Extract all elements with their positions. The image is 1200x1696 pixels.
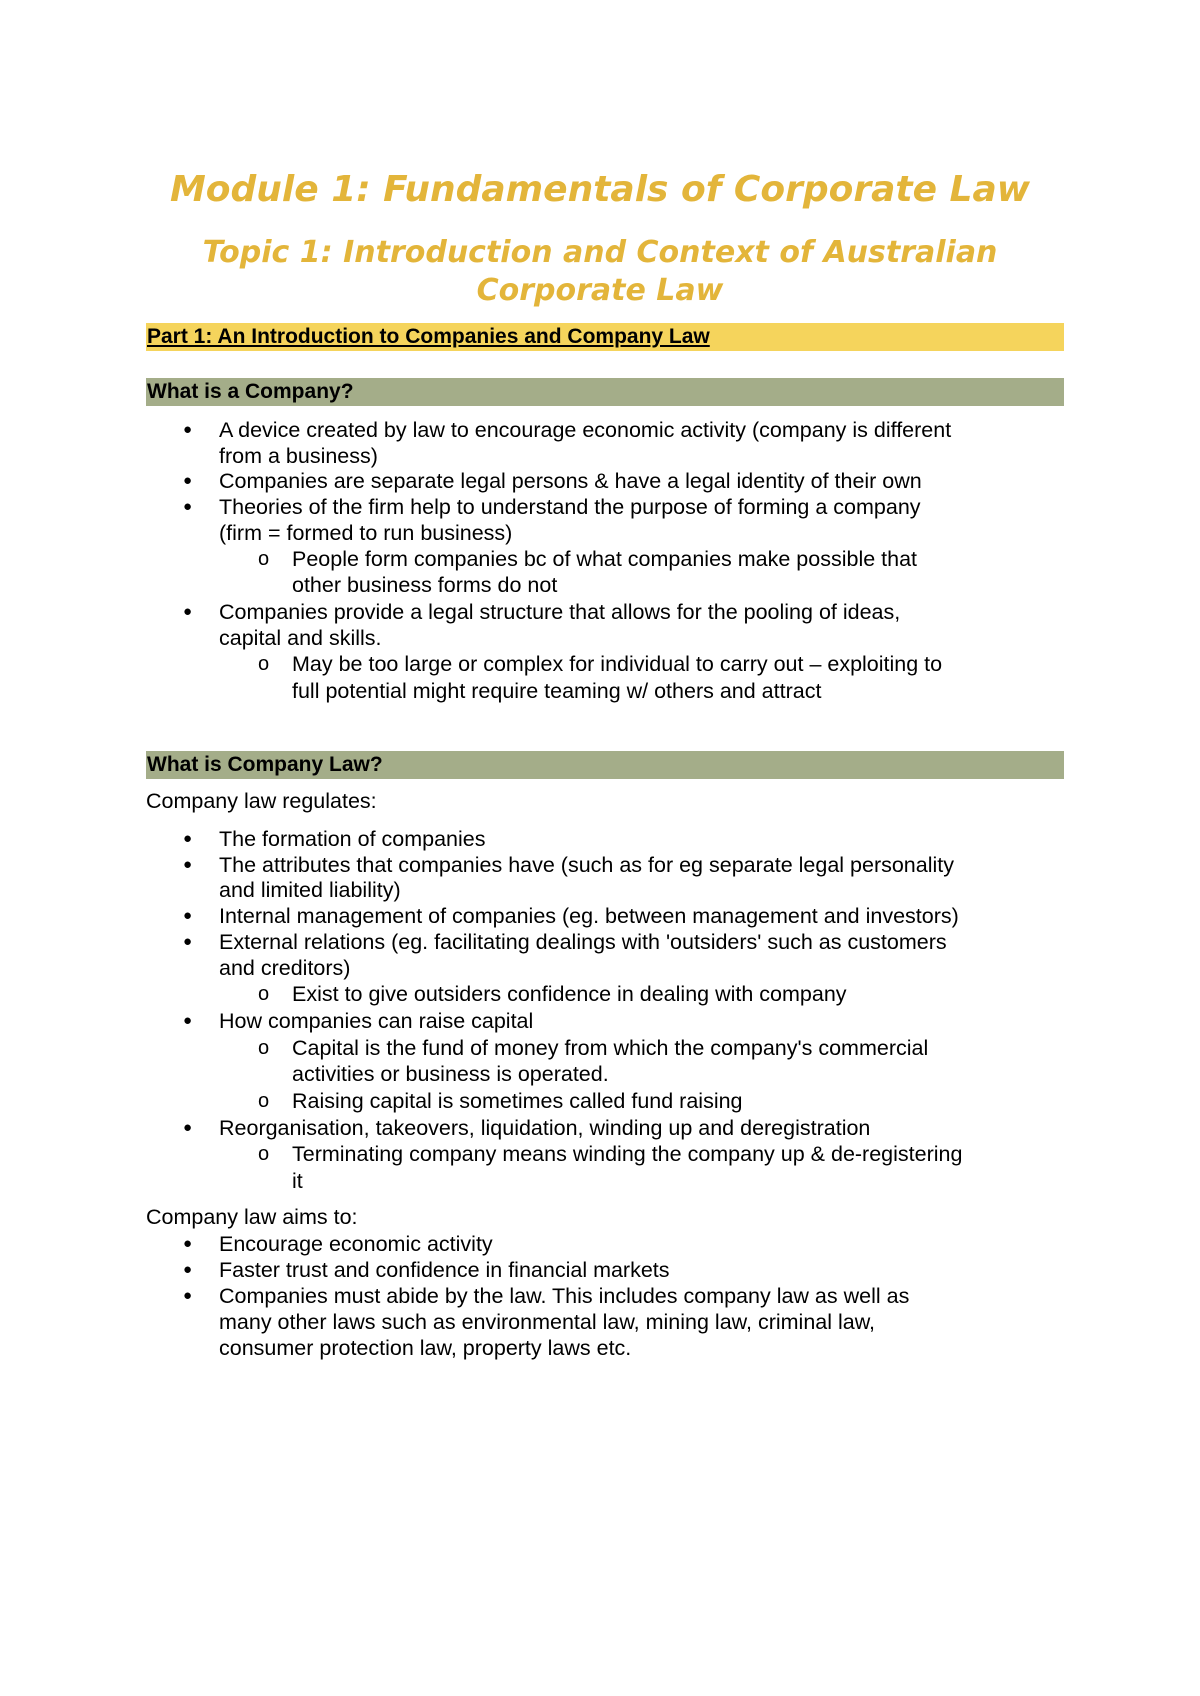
bullet-icon: ● (183, 1287, 193, 1304)
sub-bullet-icon: o (258, 983, 270, 1005)
sub-list-item: Terminating company means winding the company up & de-registering (292, 1142, 963, 1166)
bullet-icon: ● (183, 907, 193, 924)
list-item: How companies can raise capital (219, 1009, 534, 1033)
list-item: Companies provide a legal structure that allows for the pooling of ideas, (219, 600, 901, 624)
list-item-continuation: and creditors) (219, 956, 351, 980)
list-item: Theories of the firm help to understand the purpose of forming a company (219, 495, 921, 519)
sub-list-item: Raising capital is sometimes called fund raising (292, 1089, 743, 1113)
sub-list-item-continuation: it (292, 1169, 303, 1193)
list-item: Faster trust and confidence in financial markets (219, 1258, 670, 1282)
list-item: The formation of companies (219, 827, 486, 851)
section-heading-company-law: What is Company Law? (146, 751, 1064, 779)
list-item: Encourage economic activity (219, 1232, 493, 1256)
list-item: Companies must abide by the law. This includes company law as well as (219, 1284, 910, 1308)
bullet-icon: ● (183, 1119, 193, 1136)
section-heading-company: What is a Company? (146, 378, 1064, 406)
sub-bullet-icon: o (258, 1090, 270, 1112)
bullet-icon: ● (183, 830, 193, 847)
list-item: External relations (eg. facilitating dealings with 'outsiders' such as customers (219, 930, 947, 954)
list-item: The attributes that companies have (such as for eg separate legal personality (219, 853, 954, 877)
list-item: A device created by law to encourage economic activity (company is different (219, 418, 952, 442)
list-item: Companies are separate legal persons & have a legal identity of their own (219, 469, 922, 493)
bullet-icon: ● (183, 421, 193, 438)
bullet-icon: ● (183, 1235, 193, 1252)
sub-list-item-continuation: full potential might require teaming w/ others and attract (292, 679, 822, 703)
sub-list-item: Capital is the fund of money from which the company's commercial (292, 1036, 929, 1060)
intro-regulates: Company law regulates: (146, 789, 377, 813)
sub-bullet-icon: o (258, 653, 270, 675)
list-item: Internal management of companies (eg. between management and investors) (219, 904, 959, 928)
topic-title-line-2: Corporate Law (476, 273, 724, 308)
list-item-continuation: from a business) (219, 444, 378, 468)
sub-list-item-continuation: other business forms do not (292, 573, 558, 597)
module-title: Module 1: Fundamentals of Corporate Law (169, 169, 1031, 210)
sub-list-item: May be too large or complex for individual to carry out – exploiting to (292, 652, 943, 676)
bullet-icon: ● (183, 1012, 193, 1029)
bullet-icon: ● (183, 498, 193, 515)
bullet-icon: ● (183, 933, 193, 950)
list-item-continuation: and limited liability) (219, 878, 401, 902)
bullet-icon: ● (183, 1261, 193, 1278)
list-item-continuation: many other laws such as environmental law, mining law, criminal law, (219, 1310, 876, 1334)
list-item-continuation: capital and skills. (219, 626, 382, 650)
sub-list-item: People form companies bc of what companies make possible that (292, 547, 918, 571)
bullet-icon: ● (183, 472, 193, 489)
bullet-icon: ● (183, 856, 193, 873)
list-item-continuation: consumer protection law, property laws etc. (219, 1336, 632, 1360)
sub-bullet-icon: o (258, 548, 270, 570)
part-heading: Part 1: An Introduction to Companies and Company Law (146, 323, 1064, 351)
sub-list-item: Exist to give outsiders confidence in dealing with company (292, 982, 847, 1006)
bullet-icon: ● (183, 603, 193, 620)
list-item: Reorganisation, takeovers, liquidation, winding up and deregistration (219, 1116, 871, 1140)
topic-title (0, 234, 1200, 310)
sub-list-item-continuation: activities or business is operated. (292, 1062, 609, 1086)
list-item-continuation: (firm = formed to run business) (219, 521, 513, 545)
sub-bullet-icon: o (258, 1037, 270, 1059)
intro-aims: Company law aims to: (146, 1205, 358, 1229)
sub-bullet-icon: o (258, 1143, 270, 1165)
topic-title-line-1: Topic 1: Introduction and Context of Australian (202, 235, 998, 270)
